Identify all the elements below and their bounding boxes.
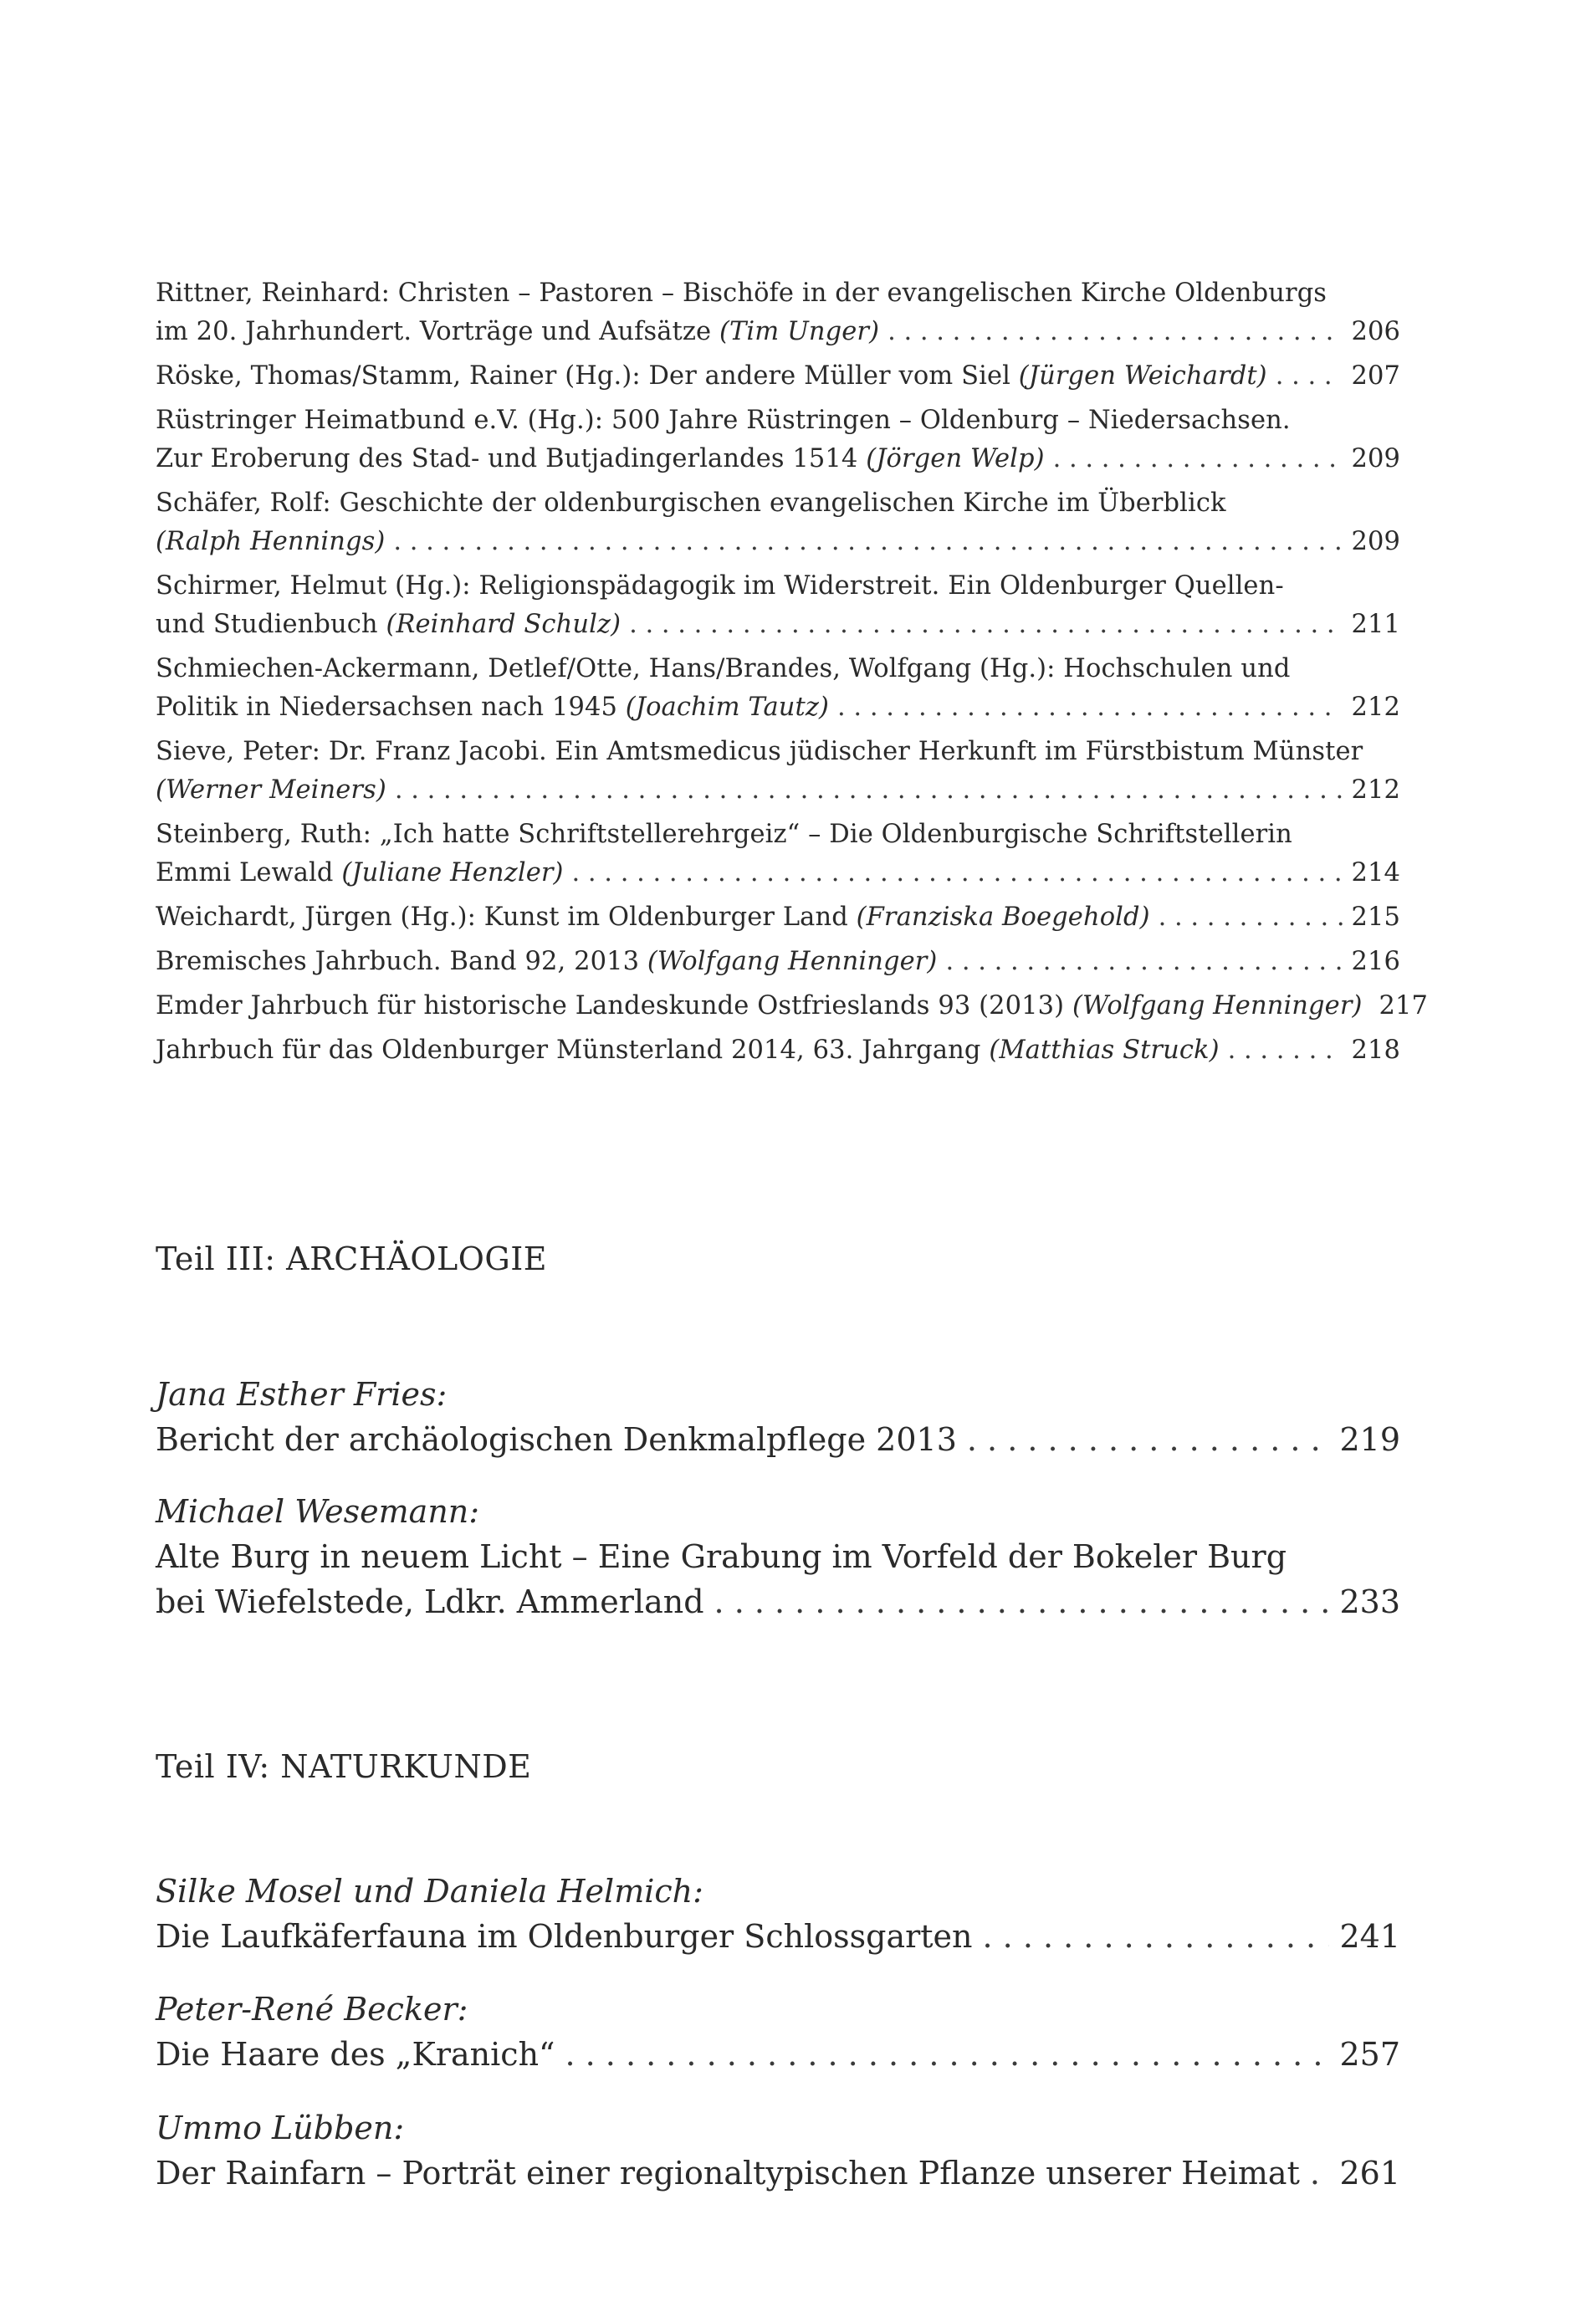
review-entry (156, 987, 1429, 1026)
review-title: Politik in Niedersachsen nach 1945 (156, 693, 617, 722)
review-entry (156, 484, 1400, 561)
review-entry (156, 402, 1400, 478)
reviewer: (Tim Unger) (719, 317, 880, 346)
leader-dots (983, 1914, 1330, 1959)
page-number: 207 (1351, 361, 1400, 391)
article-title-line (156, 2032, 1400, 2077)
article-entry (156, 1489, 1400, 1624)
article-title: bei Wiefelstede, Ldkr. Ammerland (156, 1583, 704, 1620)
page-number: 212 (1351, 775, 1400, 805)
leader-dots (714, 1579, 1330, 1624)
leader-dots (1053, 440, 1343, 478)
reviewer: (Wolfgang Henninger) (647, 947, 938, 976)
leader-dots (888, 313, 1343, 351)
article-author: Michael Wesemann: (156, 1493, 480, 1530)
leader-dots (1276, 357, 1343, 396)
review-title-line: Schäfer, Rolf: Geschichte der oldenburgischen evangelischen Kirche im Überblick (156, 488, 1226, 518)
review-title-line: Schmiechen-Ackermann, Detlef/Otte, Hans/Brandes, Wolfgang (Hg.): Hochschulen und (156, 654, 1291, 683)
article-title-line (156, 2151, 1400, 2196)
leader-dots (1159, 898, 1343, 937)
reviewer: (Juliane Henzler) (341, 858, 564, 887)
leader-dots (967, 1417, 1330, 1462)
review-entry (156, 943, 1400, 981)
review-title-line: Rittner, Reinhard: Christen – Pastoren – Bischöfe in der evangelischen Kirche Oldenburgs (156, 279, 1327, 308)
page-number: 216 (1351, 947, 1400, 976)
page-number: 233 (1339, 1583, 1400, 1620)
review-last-line (156, 771, 1400, 810)
page-number: 212 (1351, 693, 1400, 722)
leader-dots (393, 523, 1343, 561)
page-number: 215 (1351, 903, 1400, 932)
section-title: Teil III: ARCHÄOLOGIE (156, 1240, 548, 1277)
leader-dots (945, 943, 1343, 981)
page-number: 211 (1351, 610, 1400, 639)
review-entry (156, 274, 1400, 351)
article-author: Peter-René Becker: (156, 1991, 468, 2028)
review-title: Weichardt, Jürgen (Hg.): Kunst im Oldenburger Land (156, 903, 848, 932)
review-title: Emder Jahrbuch für historische Landeskunde Ostfrieslands 93 (2013) (156, 991, 1065, 1020)
leader-dots (1228, 1031, 1343, 1070)
leader-dots (572, 854, 1343, 893)
review-entry (156, 898, 1400, 937)
article-title: Die Haare des „Kranich“ (156, 2036, 555, 2073)
review-last-line (156, 1031, 1400, 1070)
reviewer: (Ralph Hennings) (156, 527, 386, 556)
section-title: Teil IV: NATURKUNDE (156, 1748, 532, 1785)
leader-dots (1310, 2151, 1330, 2196)
article-title-line (156, 1579, 1400, 1624)
article-title: Die Laufkäferfauna im Oldenburger Schlossgarten (156, 1918, 973, 1955)
article-title: Der Rainfarn – Porträt einer regionaltypischen Pflanze unserer Heimat (156, 2155, 1300, 2192)
page-number: 206 (1351, 317, 1400, 346)
review-title-line: Sieve, Peter: Dr. Franz Jacobi. Ein Amtsmedicus jüdischer Herkunft im Fürstbistum Münster (156, 737, 1363, 766)
review-title: Bremisches Jahrbuch. Band 92, 2013 (156, 947, 640, 976)
review-last-line (156, 606, 1400, 644)
review-title-line: Steinberg, Ruth: „Ich hatte Schriftstellerehrgeiz“ – Die Oldenburgische Schriftstellerin (156, 820, 1292, 849)
article-title-line: Alte Burg in neuem Licht – Eine Grabung im Vorfeld der Bokeler Burg (156, 1538, 1287, 1575)
review-entry (156, 357, 1400, 396)
review-title: Jahrbuch für das Oldenburger Münsterland 2014, 63. Jahrgang (156, 1036, 981, 1065)
page-number: 217 (1379, 991, 1429, 1020)
article-author: Silke Mosel und Daniela Helmich: (156, 1873, 703, 1910)
review-last-line (156, 987, 1429, 1026)
article-author: Jana Esther Fries: (156, 1376, 448, 1413)
leader-dots (565, 2032, 1329, 2077)
article-title-line (156, 1417, 1400, 1462)
review-last-line (156, 523, 1400, 561)
leader-dots (837, 688, 1343, 727)
article-author: Ummo Lübben: (156, 2110, 405, 2146)
review-entry (156, 816, 1400, 893)
review-last-line (156, 313, 1400, 351)
reviewer: (Jürgen Weichardt) (1018, 361, 1267, 391)
page-number: 261 (1339, 2155, 1400, 2192)
review-title: und Studienbuch (156, 610, 378, 639)
reviews-list (156, 274, 1429, 1076)
article-entry (156, 2105, 1400, 2196)
article-title: Bericht der archäologischen Denkmalpflege 2013 (156, 1421, 957, 1458)
page-number: 209 (1351, 527, 1400, 556)
review-last-line (156, 854, 1400, 893)
page-number: 214 (1351, 858, 1400, 887)
article-entry (156, 1869, 1400, 1959)
reviewer: (Wolfgang Henninger) (1072, 991, 1363, 1020)
reviewer: (Reinhard Schulz) (386, 610, 622, 639)
reviewer: (Matthias Struck) (989, 1036, 1220, 1065)
review-entry (156, 650, 1400, 727)
article-title-line (156, 1914, 1400, 1959)
review-title: Röske, Thomas/Stamm, Rainer (Hg.): Der andere Müller vom Siel (156, 361, 1010, 391)
review-last-line (156, 440, 1400, 478)
reviewer: (Jörgen Welp) (866, 444, 1045, 473)
reviewer: (Werner Meiners) (156, 775, 386, 805)
page-number: 218 (1351, 1036, 1400, 1065)
review-title-line: Schirmer, Helmut (Hg.): Religionspädagogik im Widerstreit. Ein Oldenburger Quellen- (156, 571, 1284, 601)
page-number: 257 (1339, 2036, 1400, 2073)
article-entry (156, 1372, 1400, 1462)
page-number: 209 (1351, 444, 1400, 473)
page-number: 219 (1339, 1421, 1400, 1458)
review-title-line: Rüstringer Heimatbund e.V. (Hg.): 500 Jahre Rüstringen – Oldenburg – Niedersachsen. (156, 406, 1291, 435)
page-number: 241 (1339, 1918, 1400, 1955)
review-title: Zur Eroberung des Stad- und Butjadingerlandes 1514 (156, 444, 858, 473)
article-entry (156, 1987, 1400, 2077)
review-last-line (156, 943, 1400, 981)
review-title: im 20. Jahrhundert. Vorträge und Aufsätze (156, 317, 712, 346)
leader-dots (395, 771, 1343, 810)
reviewer: (Franziska Boegehold) (856, 903, 1150, 932)
review-title: Emmi Lewald (156, 858, 334, 887)
review-last-line (156, 688, 1400, 727)
review-last-line (156, 898, 1400, 937)
review-entry (156, 567, 1400, 644)
reviewer: (Joachim Tautz) (625, 693, 830, 722)
leader-dots (629, 606, 1343, 644)
review-entry (156, 1031, 1400, 1070)
review-entry (156, 733, 1400, 810)
review-last-line (156, 357, 1400, 396)
